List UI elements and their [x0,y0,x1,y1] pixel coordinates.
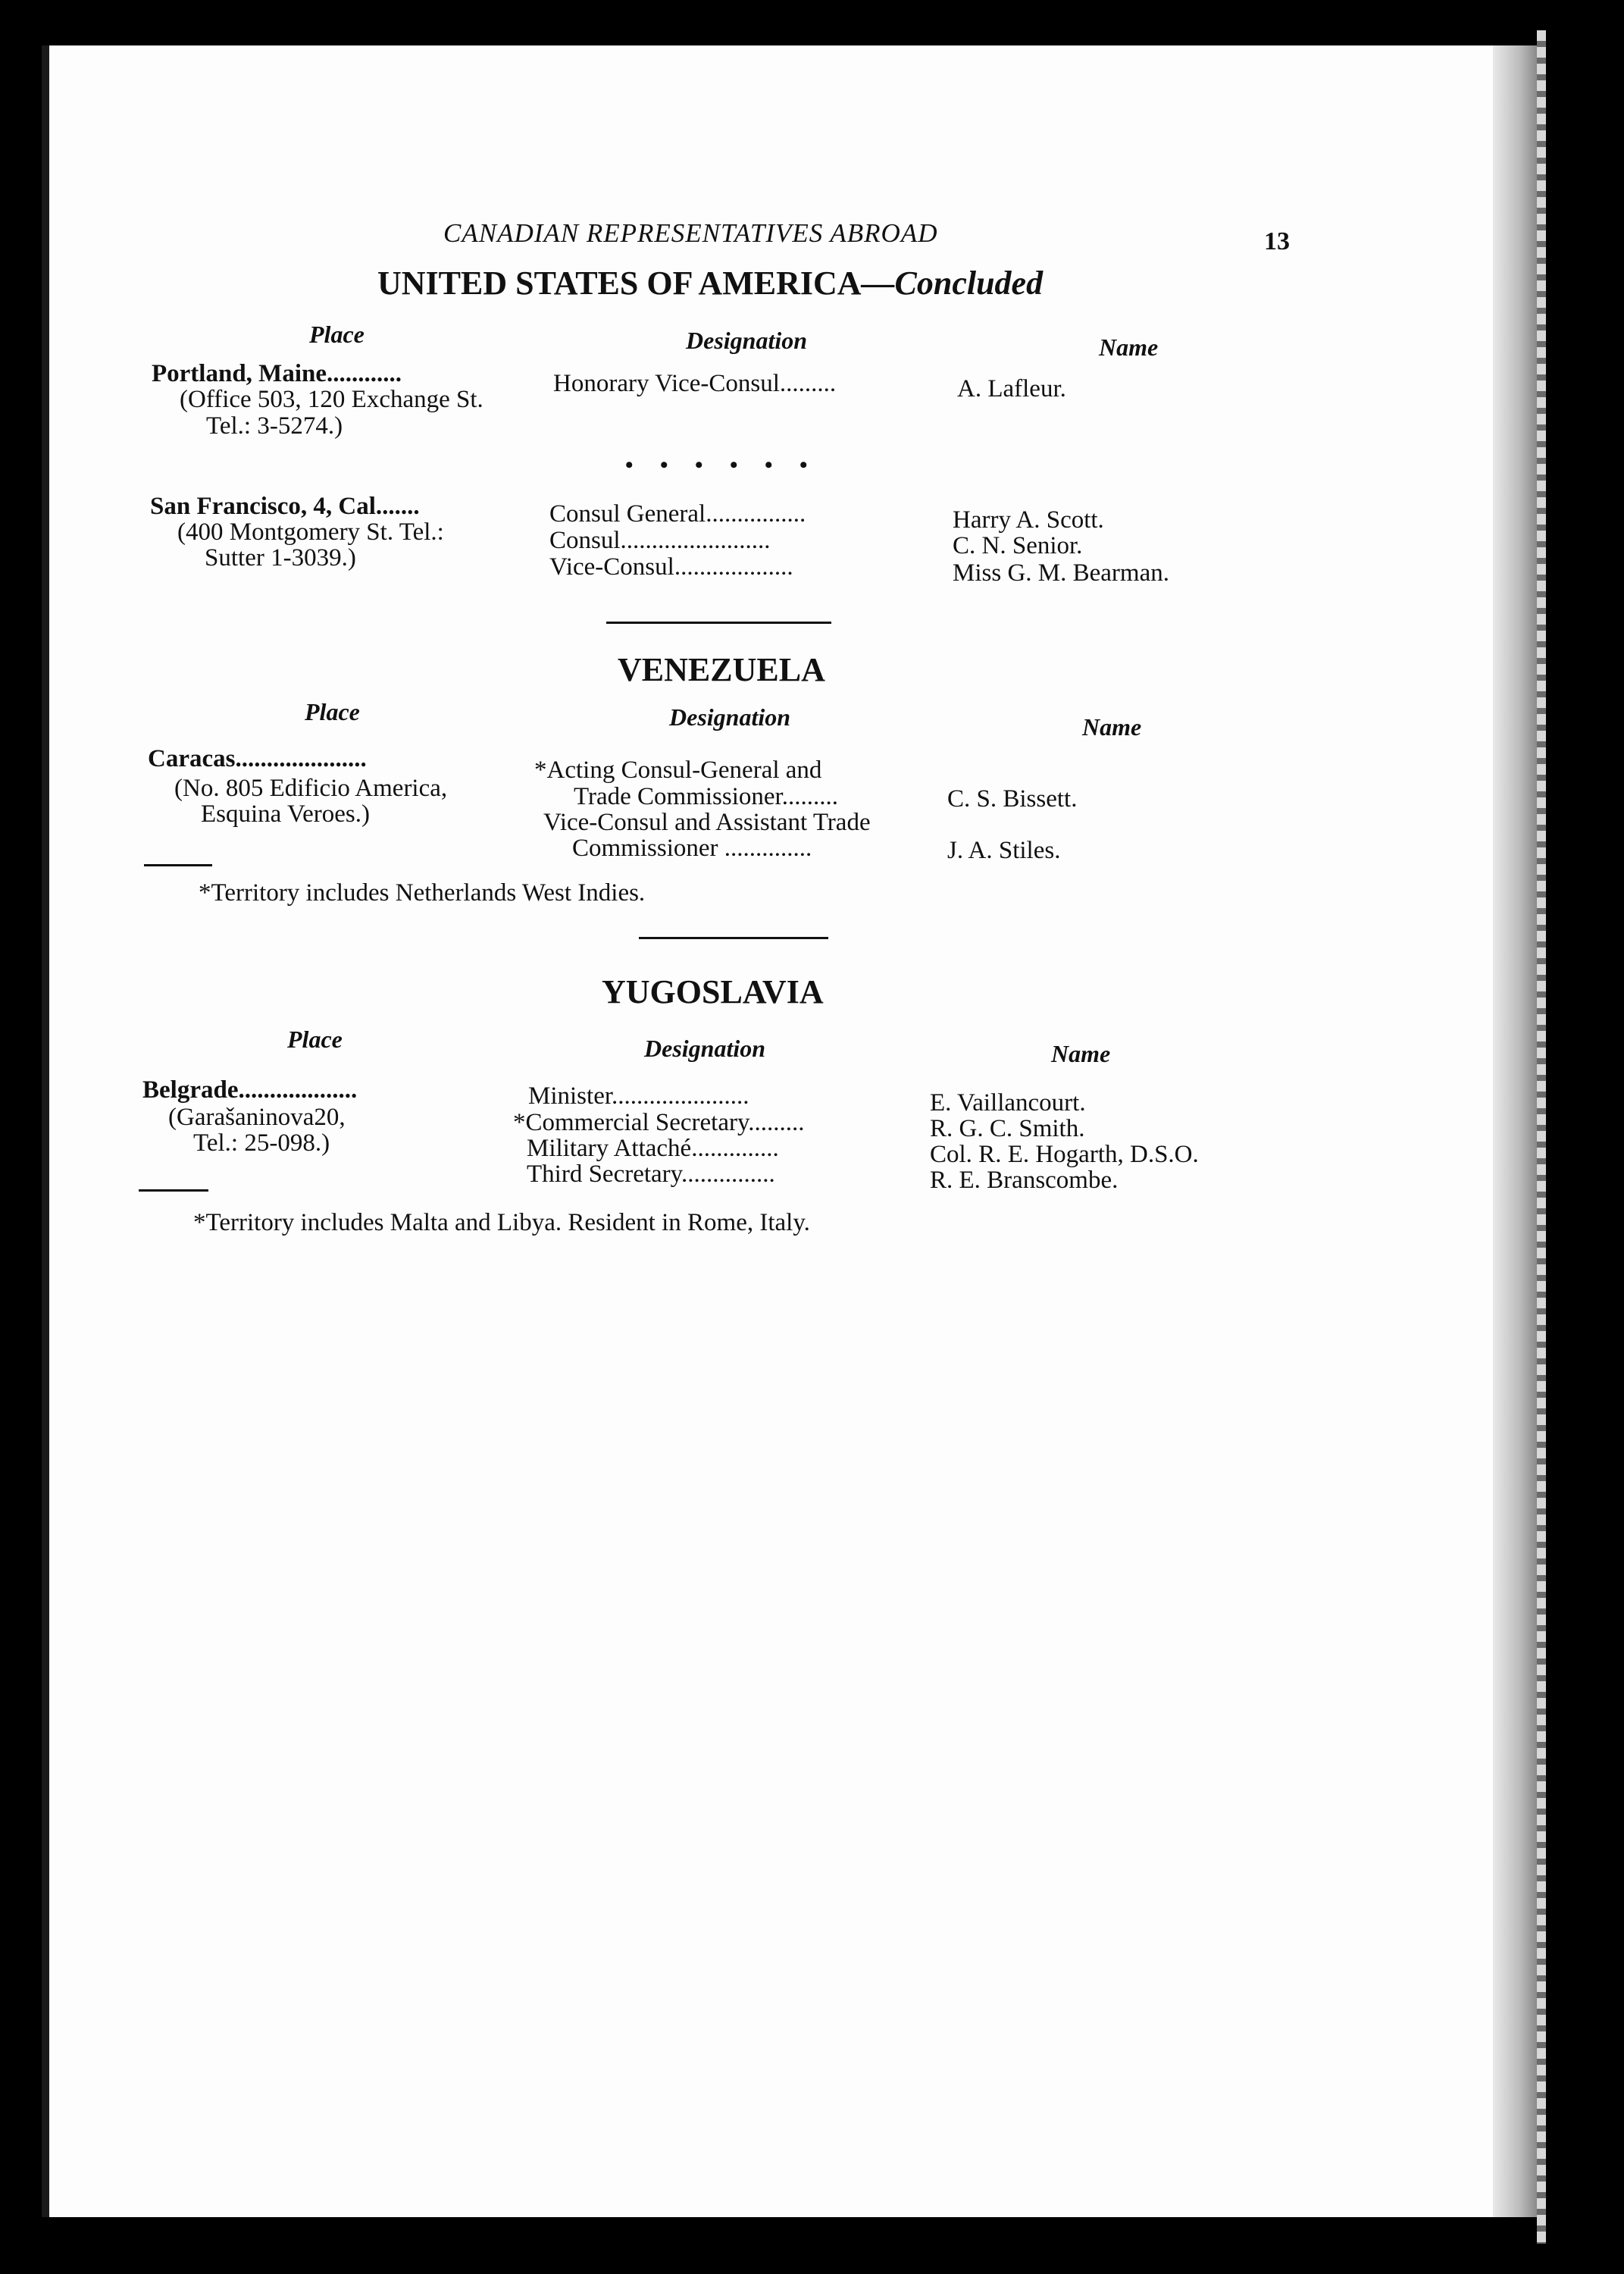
venezuela-footnote: *Territory includes Netherlands West Indies. [199,879,646,907]
sanfrancisco-address: (400 Montgomery St. Tel.: [177,518,444,546]
portland-place: Portland, Maine............ [152,360,402,387]
portland-name: A. Lafleur. [957,375,1066,402]
belgrade-place: Belgrade................... [142,1076,358,1104]
page-edge-shadow [1493,45,1537,2217]
yugoslavia-name-4: R. E. Branscombe. [930,1167,1119,1194]
yugoslavia-name-2: R. G. C. Smith. [930,1115,1085,1142]
sf-name-3: Miss G. M. Bearman. [953,559,1169,587]
venezuela-name-1: C. S. Bissett. [947,785,1078,813]
page-number: 13 [1264,227,1290,255]
belgrade-address: (Garašaninova20, [168,1104,346,1131]
venezuela-designation-1a: *Acting Consul-General and [534,756,822,784]
venezuela-designation-2a: Vice-Consul and Assistant Trade [543,809,871,836]
yugoslavia-designation-4: Third Secretary............... [527,1160,775,1188]
venezuela-col-place: Place [305,698,360,725]
usa-col-name: Name [1099,334,1159,361]
usa-heading [377,267,1043,300]
section-separator-dots: • • • • • • [625,453,818,478]
venezuela-col-designation: Designation [669,703,791,731]
sf-designation-2: Consul........................ [549,527,771,554]
yugoslavia-col-name: Name [1051,1040,1111,1067]
yugoslavia-col-place: Place [287,1026,343,1053]
usa-col-designation: Designation [686,327,808,354]
usa-title: UNITED STATES OF AMERICA [377,265,862,302]
footnote-rule [139,1189,208,1192]
yugoslavia-designation-3: Military Attaché.............. [527,1135,779,1162]
venezuela-name-2: J. A. Stiles. [947,837,1061,864]
sf-designation-1: Consul General................ [549,500,806,528]
yugoslavia-designation-1: Minister...................... [528,1082,749,1110]
sf-name-2: C. N. Senior. [953,532,1083,559]
usa-title-suffix: —Concluded [861,265,1044,302]
sanfrancisco-place: San Francisco, 4, Cal....... [150,493,420,520]
caracas-address: (No. 805 Edificio America, [174,775,448,802]
portland-designation: Honorary Vice-Consul......... [553,370,837,397]
page-edge-strip [1537,30,1546,2244]
usa-col-place: Place [309,321,365,348]
yugoslavia-heading: YUGOSLAVIA [602,973,824,1010]
yugoslavia-col-designation: Designation [644,1035,766,1062]
venezuela-designation-1b: Trade Commissioner......... [574,783,838,810]
yugoslavia-designation-2: *Commercial Secretary......... [513,1109,805,1136]
footnote-rule [144,864,212,866]
belgrade-tel: Tel.: 25-098.) [193,1129,330,1157]
sf-name-1: Harry A. Scott. [953,506,1104,534]
portland-tel: Tel.: 3-5274.) [206,412,343,440]
venezuela-heading: VENEZUELA [618,651,825,688]
running-head: CANADIAN REPRESENTATIVES ABROAD [443,218,938,248]
portland-address: (Office 503, 120 Exchange St. [180,386,483,413]
venezuela-col-name: Name [1082,713,1142,741]
section-divider [639,937,828,939]
caracas-address-2: Esquina Veroes.) [201,800,371,828]
caracas-place: Caracas..................... [148,745,367,772]
yugoslavia-footnote: *Territory includes Malta and Libya. Resident in Rome, Italy. [193,1209,810,1236]
sanfrancisco-tel: Sutter 1-3039.) [205,544,356,572]
section-divider [606,622,831,624]
yugoslavia-name-1: E. Vaillancourt. [930,1089,1086,1117]
venezuela-designation-2b: Commissioner .............. [572,835,812,862]
yugoslavia-name-3: Col. R. E. Hogarth, D.S.O. [930,1141,1199,1168]
sf-designation-3: Vice-Consul................... [549,553,793,581]
